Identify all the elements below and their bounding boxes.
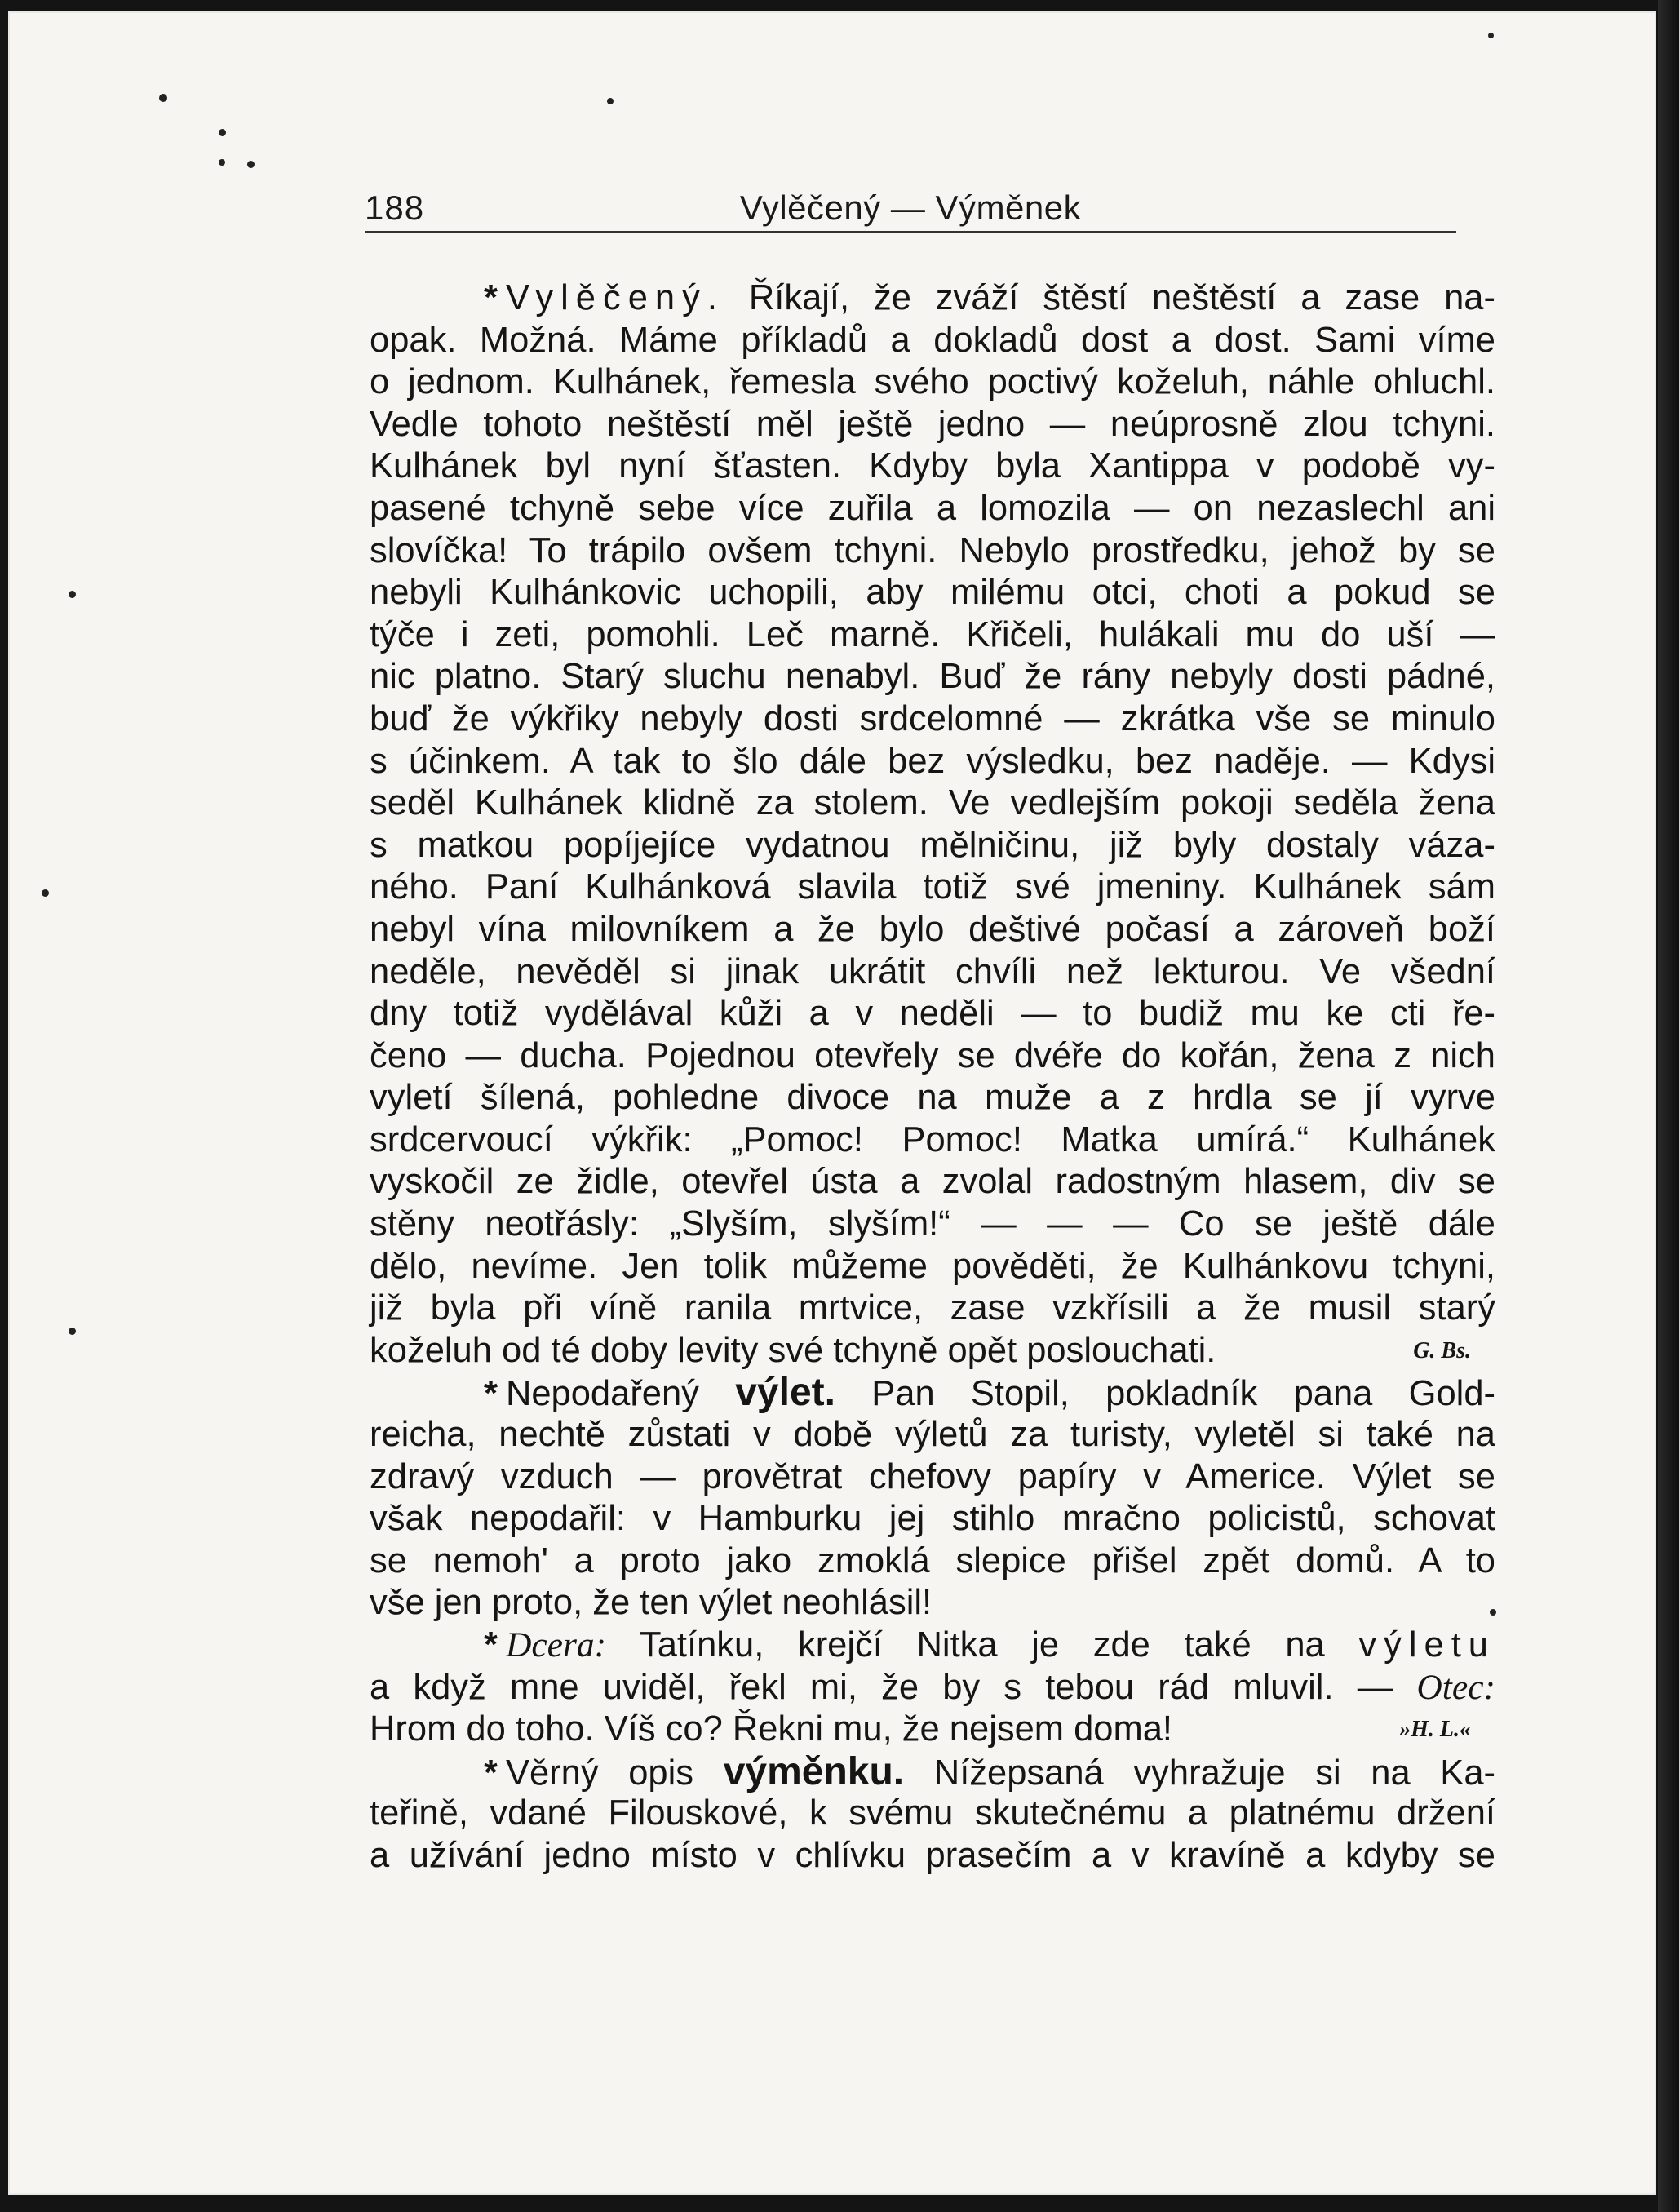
dust-speck bbox=[219, 159, 225, 166]
dust-speck bbox=[42, 889, 49, 897]
running-title: Vylěčený — Výměnek bbox=[739, 188, 1082, 227]
text-line: s matkou popíjejíce vydatnou mělničinu, již byly dostaly váza- bbox=[370, 825, 1495, 865]
entry-vymenek-line: * Věrný opis výměnku. Nížepsaná vyhražuje si na Ka- bbox=[484, 1749, 1495, 1793]
text-line: čeno — ducha. Pojednou otevřely se dvéře do kořán, žena z nich bbox=[370, 1035, 1495, 1075]
text-line: stěny neotřásly: „Slyším, slyším!“ — — — Co se ještě dále bbox=[370, 1204, 1495, 1244]
text-line: vyskočil ze židle, otevřel ústa a zvolal radostným hlasem, div se bbox=[370, 1162, 1495, 1202]
text-line: již byla při víně ranila mrtvice, zase vzkřísili a že musil starý bbox=[370, 1288, 1495, 1328]
text-line: ného. Paní Kulhánková slavila totiž své jmeniny. Kulhánek sám bbox=[370, 867, 1495, 907]
text-line: týče i zeti, pomohli. Leč marně. Křičeli, hulákali mu do uší — bbox=[370, 614, 1495, 654]
text-line: zdravý vzduch — provětrat chefovy papíry v Americe. Výlet se bbox=[370, 1456, 1495, 1496]
text-line: se nemoh' a proto jako zmoklá slepice přišel zpět domů. A to bbox=[370, 1540, 1495, 1580]
page-number: 188 bbox=[365, 188, 425, 227]
text-line: srdcervoucí výkřik: „Pomoc! Pomoc! Matka umírá.“ Kulhánek bbox=[370, 1119, 1495, 1159]
entry-title: výměnku. bbox=[723, 1749, 905, 1793]
entry-dcera-line: * Dcera: Tatínku, krejčí Nitka je zde také na výletu bbox=[484, 1625, 1495, 1665]
dust-speck bbox=[69, 591, 76, 598]
running-header bbox=[365, 184, 1456, 233]
dust-speck bbox=[219, 129, 226, 136]
dust-speck bbox=[159, 94, 167, 102]
dust-speck bbox=[1488, 33, 1494, 38]
asterisk-icon: * bbox=[484, 1753, 498, 1793]
text-line: pasené tchyně sebe více zuřila a lomozila — on nezaslechl ani bbox=[370, 488, 1495, 528]
scan-edge bbox=[1658, 0, 1679, 2212]
dust-speck bbox=[69, 1328, 76, 1335]
text-line: však nepodařil: v Hamburku jej stihlo mračno policistů, schovat bbox=[370, 1499, 1495, 1539]
text-line: vše jen proto, že ten výlet neohlásil! bbox=[370, 1583, 933, 1623]
text-line: a když mne uviděl, řekl mi, že by s tebou rád mluvil. — Otec: bbox=[370, 1667, 1495, 1707]
text-line: nebyli Kulhánkovic uchopili, aby milému otci, choti a pokud se bbox=[370, 573, 1495, 613]
text-line: seděl Kulhánek klidně za stolem. Ve vedlejším pokoji seděla žena bbox=[370, 783, 1495, 823]
text-line: Kulhánek byl nyní šťasten. Kdyby byla Xantippa v podobě vy- bbox=[370, 446, 1495, 486]
author-signature: G. Bs. bbox=[1413, 1337, 1471, 1363]
entry-title-prefix: Nepodařený bbox=[505, 1374, 699, 1414]
speaker-label: Dcera: bbox=[505, 1625, 607, 1665]
text-line: nic platno. Starý sluchu nenabyl. Buď že rány nebyly dosti pádné, bbox=[370, 657, 1495, 697]
page-body bbox=[370, 277, 1495, 1877]
asterisk-icon: * bbox=[484, 278, 498, 317]
text-line: reicha, nechtě zůstati v době výletů za turisty, vyletěl si také na bbox=[370, 1415, 1495, 1455]
dust-speck bbox=[247, 161, 255, 168]
text-line: dny totiž vydělával kůži a v neděli — to budiž mu ke cti ře- bbox=[370, 994, 1495, 1034]
asterisk-icon: * bbox=[484, 1374, 498, 1414]
text-line: vyletí šílená, pohledne divoce na muže a z hrdla se jí vyrve bbox=[370, 1078, 1495, 1118]
entry-title: výlet. bbox=[735, 1371, 835, 1415]
entry-vylet-line: * Nepodařený výlet. Pan Stopil, pokladník pana Gold- bbox=[484, 1371, 1495, 1415]
text-line: o jednom. Kulhánek, řemesla svého poctivý koželuh, náhle ohluchl. bbox=[370, 362, 1495, 402]
text-line: s účinkem. A tak to šlo dále bez výsledku, bez naděje. — Kdysi bbox=[370, 741, 1495, 781]
author-signature: »H. L.« bbox=[1399, 1717, 1471, 1743]
text-line: Vedle tohoto neštěstí měl ještě jedno — neúprosně zlou tchyni. bbox=[370, 404, 1495, 444]
text-line: buď že výkřiky nebyly dosti srdcelomné — zkrátka vše se minulo bbox=[370, 698, 1495, 738]
text-line: opak. Možná. Máme příkladů a dokladů dost a dost. Sami víme bbox=[370, 320, 1495, 360]
text-line: koželuh od té doby levity své tchyně opět poslouchati. G. Bs. bbox=[370, 1330, 1495, 1372]
header-rule bbox=[365, 231, 1456, 233]
text-line: Hrom do toho. Víš co? Řekni mu, že nejsem doma! »H. L.« bbox=[370, 1709, 1495, 1751]
text-line: nebyl vína milovníkem a že bylo deštivé počasí a zároveň boží bbox=[370, 909, 1495, 949]
text-line: teřině, vdané Filouskové, k svému skutečnému a platnému držení bbox=[370, 1793, 1495, 1833]
dust-speck bbox=[607, 98, 614, 104]
speaker-label: Otec: bbox=[1416, 1667, 1495, 1707]
entry-title-prefix: Věrný opis bbox=[505, 1753, 694, 1793]
text-line: slovíčka! To trápilo ovšem tchyni. Nebylo prostředku, jehož by se bbox=[370, 530, 1495, 570]
text-line: a užívání jedno místo v chlívku prasečím a v kravíně a kdyby se bbox=[370, 1835, 1495, 1875]
text-line: neděle, nevěděl si jinak ukrátit chvíli než lekturou. Ve všední bbox=[370, 951, 1495, 991]
entry-vylečeny-line: * Vylěčený. Říkají, že zváží štěstí neštěstí a zase na- bbox=[484, 278, 1495, 317]
text-line: dělo, nevíme. Jen tolik můžeme pověděti, že Kulhánkovu tchyni, bbox=[370, 1246, 1495, 1286]
asterisk-icon: * bbox=[484, 1625, 498, 1665]
entry-title: Vylěčený. bbox=[505, 278, 724, 317]
